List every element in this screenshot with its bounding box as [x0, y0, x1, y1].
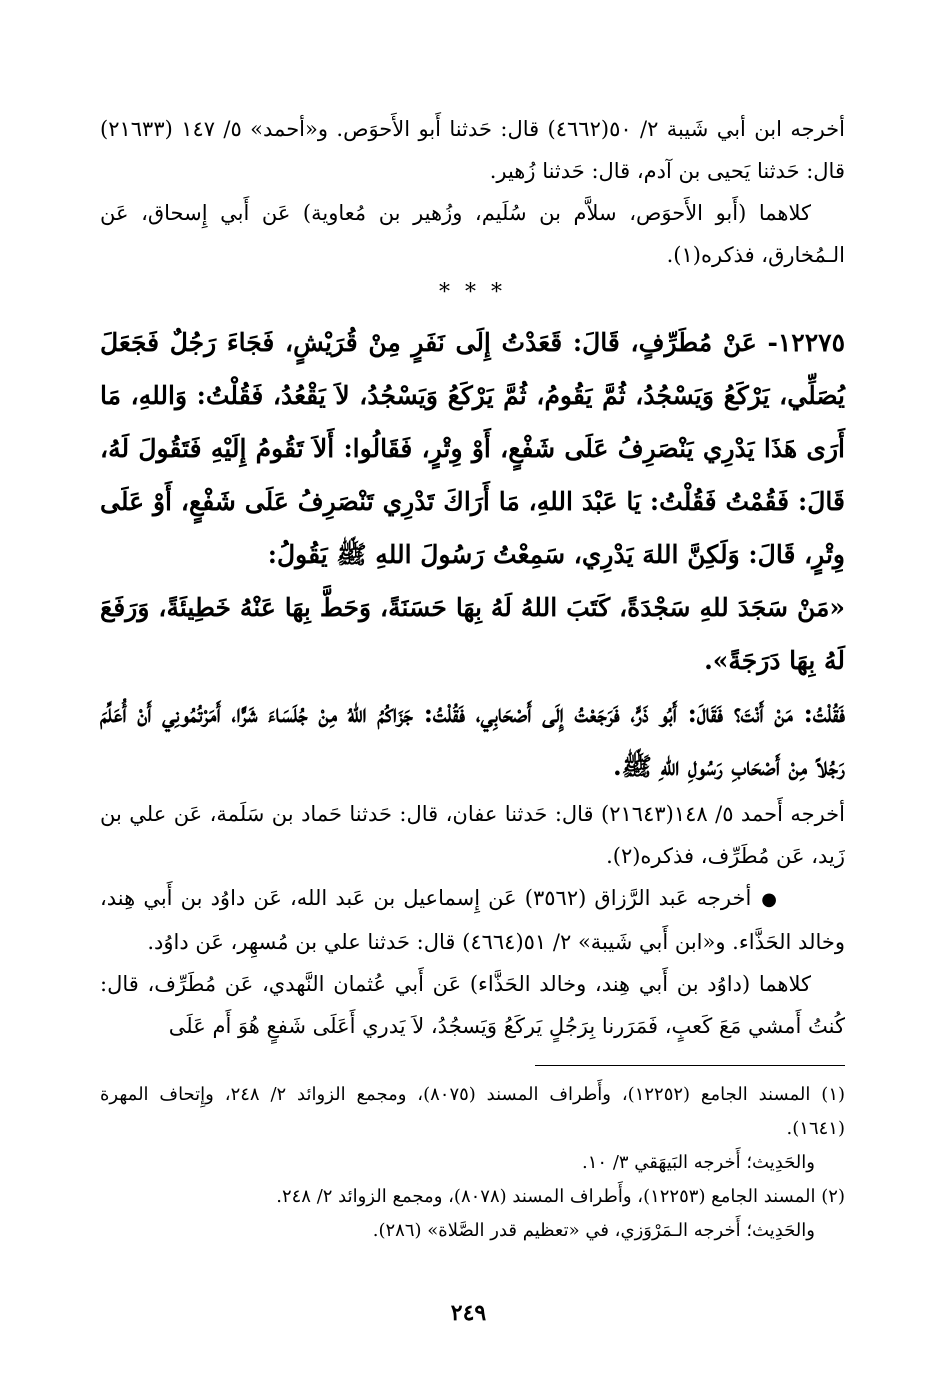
footnote-2: (٢) المسند الجامع (١٢٢٥٣)، وأَطراف المسند (٨٠٧٨)، ومجمع الزوائد ٢/ ٢٤٨. — [276, 1186, 845, 1207]
hadith-12275-text: ١٢٢٧٥- عَنْ مُطَرِّفٍ، قَالَ: قَعَدْتُ إِلَى نَفَرٍ مِنْ قُرَيْشٍ، فَجَاءَ رَجُلٌ فَجَعَلَ يُصَلِّي، يَرْكَعُ وَيَسْجُدُ، ثُمَّ يَقُومُ، ثُمَّ يَرْكَعُ وَيَسْجُدُ، لاَ يَقْعُدُ، فَقُلْتُ: وَاللهِ، مَا أَرَى هَذَا يَدْرِي يَنْصَرِفُ عَلَى شَفْعٍ، أَوْ وِتْرٍ، فَقَالُوا: أَلاَ تَقُومُ إِلَيْهِ فَتَقُولَ لَهُ، قَالَ: فَقُمْتُ فَقُلْتُ: يَا عَبْدَ اللهِ، مَا أَرَاكَ تَدْرِي تَنْصَرِفُ عَلَى شَفْعٍ، أَوْ عَلَى وِتْرٍ، قَالَ: وَلَكِنَّ اللهَ يَدْرِي، سَمِعْتُ رَسُولَ اللهِ ﷺ يَقُولُ: — [100, 328, 845, 569]
takhrij-paragraph-5: كلاهما (داوُد بن أَبي هِند، وخالد الحَذَّاء) عَن أَبي عُثمان النَّهدي، عَن مُطَرِّف، قال: كُنتُ أَمشي مَعَ كَعبٍ، فَمَرَرنا بِرَجُلٍ يَركَعُ وَيَسجُدُ، لاَ يَدري أَعَلَى شَفعٍ هُوَ أَم عَلَى — [100, 972, 845, 1038]
footnote-divider — [535, 1065, 845, 1066]
page-number: ٢٤٩ — [450, 1300, 487, 1326]
takhrij-paragraph-4 — [100, 877, 845, 963]
hadith-quote: «مَنْ سَجَدَ للهِ سَجْدَةً، كَتَبَ اللهُ لَهُ بِهَا حَسَنَةً، وَحَطَّ بِهَا عَنْهُ خَطِيئَةً، وَرَفَعَ لَهُ بِهَا دَرَجَةً». — [100, 593, 845, 675]
takhrij-paragraph-3: أخرجه أَحمد ٥/ ١٤٨(٢١٦٤٣) قال: حَدثنا عفان، قال: حَدثنا حَماد بن سَلَمة، عَن علي بن زَيد، عَن مُطَرِّف، فذكره(٢). — [100, 802, 845, 868]
bullet-icon: ● — [761, 889, 777, 910]
takhrij-paragraph-1: أخرجه ابن أبي شَيبة ٢/ ٥٠(٤٦٦٢) قال: حَدثنا أَبو الأَحوَص. و«أحمد» ٥/ ١٤٧ (٢١٦٣٣) قال: حَدثنا يَحيى بن آدم، قال: حَدثنا زُهير. — [100, 117, 845, 183]
takhrij-paragraph-2: كلاهما (أَبو الأَحوَص، سلاَّم بن سُلَيم، وزُهير بن مُعاوية) عَن أَبي إِسحاق، عَن الـمُخارق، فذكره(١). — [100, 201, 845, 267]
footnote-1-extra: والحَدِيث؛ أَخرجه البَيهَقي ٣/ ١٠. — [582, 1152, 815, 1173]
takhrij-paragraph-4-text: أخرجه عَبد الرَّزاق (٣٥٦٢) عَن إِسماعيل بن عَبد الله، عَن داوُد بن أَبي هِند، وخالد الحَذَّاء. و«ابن أَبي شَيبة» ٢/ ٥١(٤٦٦٤) قال: حَدثنا علي بن مُسهِر، عَن داوُد. — [100, 886, 845, 954]
footnote-1: (١) المسند الجامع (١٢٢٥٢)، وأَطراف المسند (٨٠٧٥)، ومجمع الزوائد ٢/ ٢٤٨، وإِتحاف المهرة (١٦٤١). — [100, 1084, 846, 1139]
section-separator: * * * — [439, 280, 506, 305]
footnote-2-extra: والحَدِيث؛ أَخرجه الـمَرْوَزي، في «تعظيم قدر الصَّلاة» (٢٨٦). — [372, 1220, 815, 1241]
hadith-continuation: فَقُلْتُ: مَنْ أَنْتَ؟ فَقَالَ: أَبُو ذَرٍّ، فَرَجَعْتُ إِلَى أَصْحَابِي، فَقُلْتُ: جَزَاكُمُ اللهُ مِنْ جُلَسَاءَ شَرًّا، أَمَرْتُمُونِي أَنْ أُعَلِّمَ رَجُلاً مِنْ أَصْحَابِ رَسُولِ اللهِ ﷺ. — [100, 699, 845, 781]
